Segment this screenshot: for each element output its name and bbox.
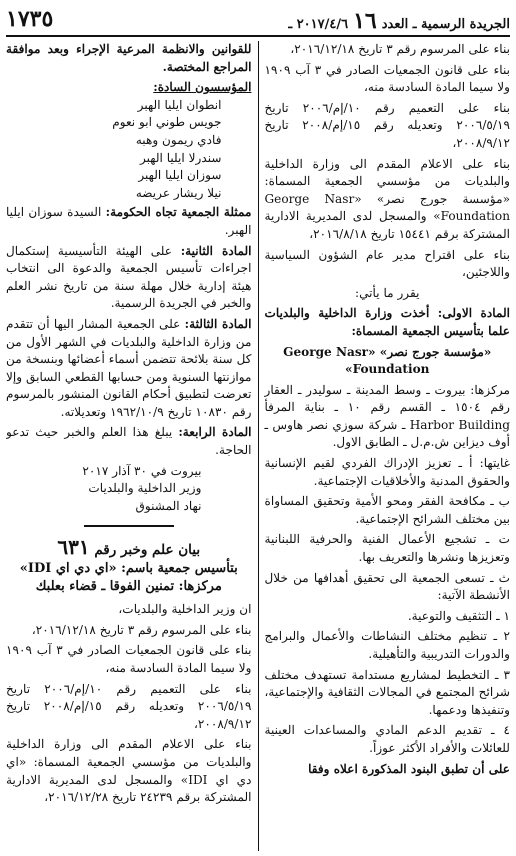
art3-label: المادة الثالثة: bbox=[184, 316, 252, 331]
rep-label: ممثلة الجمعية تجاه الحكومة: bbox=[105, 205, 252, 220]
laws-continuation: للقوانين والانظمة المرعية الإجراء وبعد موافقة المراجع المختصة. bbox=[6, 42, 252, 74]
activity-4: ٤ ـ تقديم الدعم المادي والمساعدات العينية للعائلات والأفراد الأكثر عوزاً. bbox=[264, 723, 510, 755]
aims-b: ب ـ مكافحة الفقر ومحو الأمية وتحقيق المساواة بين مختلف الشرائح الإجتماعية. bbox=[264, 494, 510, 526]
para-associations-law-2: بناء على قانون الجمعيات الصادر في ٣ آب ١٩٠٩ ولا سيما المادة السادسة منه، bbox=[6, 643, 252, 675]
notice-heading bbox=[6, 535, 252, 595]
headquarters: مركزها: بيروت ـ وسط المدينة ـ سوليدر ـ العقار رقم ١٥٠٤ ـ القسم رقم ١٠ ـ بناية المرفأ Harbor Building ـ شركة سوزي نصر هاوس ـ أوف ديزاين ش.م.ل ـ الطابق الاول. bbox=[264, 382, 510, 450]
para-notification: بناء على الاعلام المقدم الى وزارة الداخلية والبلديات من مؤسسي الجمعية المسماة: «مؤسسة جورج نصر» «George Nasr Foundation» والمسجل لدى المديرية الادارية المشتركة برقم ١٥٤٤١ تاريخ ٢٠١٦/٨/١٨، bbox=[264, 156, 510, 241]
sig-date: بيروت في ٣٠ آذار ٢٠١٧ bbox=[82, 463, 202, 478]
para-circular: بناء على التعميم رقم ١٠/إم/٢٠٠٦ تاريخ ٢٠٠٦/٥/١٩ وتعديله رقم ١٥/إم/٢٠٠٨ تاريخ ٢٠٠٨/٩/١٢، bbox=[264, 100, 510, 150]
header-journal bbox=[288, 10, 510, 32]
aims-c: ت ـ تشجيع الأعمال الفنية والحرفية اللبنانية وتعزيزها ونشرها والتعريف بها. bbox=[264, 532, 510, 565]
section-divider bbox=[84, 525, 174, 527]
para-decree: بناء على المرسوم رقم ٣ تاريخ ٢٠١٦/١٢/١٨، bbox=[290, 42, 510, 56]
minister-line: ان وزير الداخلية والبلديات، bbox=[118, 602, 252, 617]
art2-text: على الهيئة التأسيسية إستكمال اجراءات تأسيس الجمعية والدعوة الى انتخاب هيئة إدارية خلال مهلة سنة من تاريخ نشر العلم والخبر في الجريدة الرسمية. bbox=[6, 243, 252, 311]
article-four bbox=[6, 424, 252, 459]
art4-label: المادة الرابعة: bbox=[178, 425, 252, 440]
government-representative bbox=[6, 204, 252, 239]
art4-text: يبلغ هذا العلم والخبر حيث تدعو الحاجة. bbox=[6, 425, 252, 458]
sig-title: وزير الداخلية والبلديات bbox=[88, 481, 202, 496]
founder: فادي ريمون وهبه bbox=[135, 132, 222, 147]
rep-value: السيدة سوزان ايليا الهبر. bbox=[6, 205, 252, 237]
article-one: المادة الاولى: أخذت وزارة الداخلية والبلديات علما بتأسيس الجمعية المسماة: bbox=[264, 306, 510, 338]
para-notification-2: بناء على الاعلام المقدم الى وزارة الداخلية والبلديات من مؤسسي الجمعية المسماة: «اي دي اي IDI» والمسجل لدى المديرية الادارية المشتركة برقم ٢٤٢٣٩ تاريخ ٢٠١٦/١٢/٢٨، bbox=[6, 737, 252, 805]
para-proposal: بناء على اقتراح مدير عام الشؤون السياسية واللاجئين، bbox=[264, 247, 510, 280]
notice-subtitle: بتأسيس جمعية باسم: «اي دي اي IDI» bbox=[19, 561, 238, 577]
aims-d: ث ـ تسعى الجمعية الى تحقيق أهدافها من خلال الأنشطة الآتية: bbox=[264, 570, 510, 603]
founder: سندرلا ايليا الهبر bbox=[139, 150, 222, 165]
aims-a: غايتها: أ ـ تعزيز الإدراك الفردي لقيم الإنسانية والحقوق المدنية والأخلاقيات الإجتماعية. bbox=[264, 456, 510, 488]
issue-date: ٢٠١٧/٤/٦ ـ bbox=[288, 17, 349, 32]
article-three bbox=[6, 316, 252, 422]
notice-title bbox=[6, 535, 252, 560]
founders-title: المؤسسون السادة: bbox=[153, 80, 252, 95]
journal-name: الجريدة الرسمية ـ العدد bbox=[381, 17, 510, 32]
founder: سوزان ايليا الهبر bbox=[138, 168, 222, 183]
notice-number: ٦٣١ bbox=[57, 535, 90, 560]
right-column bbox=[259, 41, 511, 851]
activity-1: ١ ـ التثقيف والتوعية. bbox=[407, 608, 510, 623]
founder: انطوان ايليا الهبر bbox=[137, 97, 222, 112]
para-associations-law: بناء على قانون الجمعيات الصادر في ٣ آب ١٩٠٩ ولا سيما المادة السادسة منه، bbox=[264, 62, 510, 95]
association-name: «مؤسسة جورج نصر» «George Nasr Foundation» bbox=[283, 344, 492, 377]
left-column bbox=[6, 41, 259, 851]
para-decree-2: بناء على المرسوم رقم ٣ تاريخ ٢٠١٦/١٢/١٨، bbox=[31, 622, 252, 637]
conditions-start: على أن تطبق البنود المذكورة اعلاه وفقا bbox=[308, 761, 510, 776]
issue-number: ١٦ bbox=[353, 8, 377, 34]
para-circular-2: بناء على التعميم رقم ١٠/إم/٢٠٠٦ تاريخ ٢٠٠٦/٥/١٩ وتعديله رقم ١٥/إم/٢٠٠٨ تاريخ ٢٠٠٨/٩/١٢، bbox=[6, 681, 252, 731]
columns bbox=[6, 41, 510, 851]
art3-text: على الجمعية المشار اليها أن تتقدم من وزارة الداخلية والبلديات في الشهر الأول من كل سنة بلائحة تتضمن أسماء أعضائها وبنسخة من موازنتها السنوية ومن حسابها القطعي السابق وإلا تعرضت لتطبيق أحكام القانون المنشور بالمرسوم رقم ١٠٨٣٠ تاريخ ١٩٦٢/١٠/٩ وتعديلاته. bbox=[6, 316, 252, 419]
page-header bbox=[6, 6, 510, 37]
page-number: ١٧٣٥ bbox=[6, 6, 54, 32]
notice-title-prefix: بيان علم وخبر رقم bbox=[94, 542, 201, 559]
founders-list bbox=[6, 97, 222, 203]
decides-line: يقرر ما يأتي: bbox=[355, 285, 420, 300]
art2-label: المادة الثانية: bbox=[180, 243, 252, 258]
activity-2: ٢ ـ تنظيم مختلف النشاطات والأعمال والبرامج والدورات التدريبية والتأهيلية. bbox=[264, 629, 510, 661]
article-two bbox=[6, 243, 252, 313]
notice-location: مركزها: تمنين الفوقا ـ قضاء بعلبك bbox=[35, 578, 222, 594]
founder: جويس طوني ابو نعوم bbox=[112, 115, 222, 130]
activity-3: ٣ ـ التخطيط لمشاريع مستدامة تستهدف مختلف شرائح المجتمع في المجالات الثقافية والإجتماعية، وتنفيذها ودعمها. bbox=[264, 667, 510, 717]
founder: نيلا ريشار عريضه bbox=[135, 185, 222, 200]
signature-block bbox=[6, 463, 202, 516]
sig-name: نهاد المشنوق bbox=[135, 498, 202, 513]
